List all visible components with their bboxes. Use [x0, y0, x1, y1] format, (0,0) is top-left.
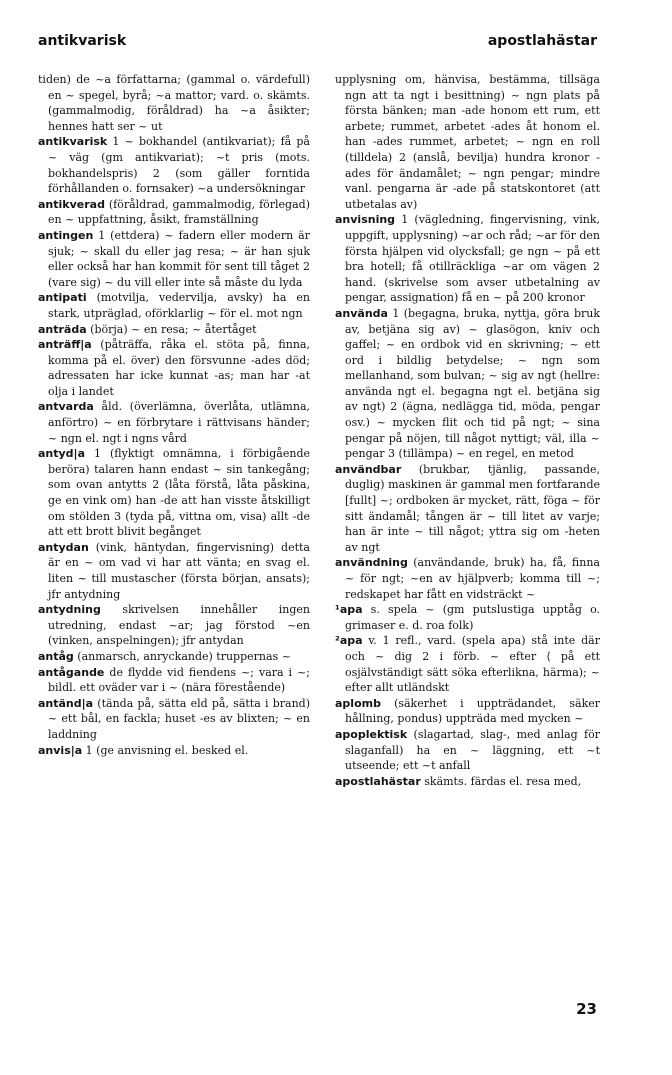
- entry-headword: användning: [335, 556, 408, 570]
- dictionary-entry: [38, 649, 310, 665]
- entry-headword: använda: [335, 306, 388, 320]
- entry-text: s. spela ~ (gm putslustiga upptåg o. grimaser e. d. roa folk): [345, 603, 600, 632]
- entry-text: (tända på, sätta eld på, sätta i brand) ~ ett bål, en fackla; huset -es av blixten; ~ en laddning: [48, 696, 310, 741]
- dictionary-entry: [335, 696, 600, 727]
- entry-text: 1 ~ bokhandel (antikvariat); få på ~ väg (gm antikvariat); ~t pris (mots. bokhandelspris) 2 (som gäller forntida förhållanden o. fornsaker) ~a undersökningar: [48, 135, 310, 196]
- entry-text: 1 (flyktigt omnämna, i förbigående beröra) talaren hann endast ~ sin tankegång; som ovan antytts 2 (låta förstå, låta påskina, ge en vink om) han -de att han visste åtskilligt om stölden 3 (tyda på, vittna om, visa) allt -de att ett brott blivit begånget: [48, 447, 310, 539]
- entry-headword: antåg: [38, 649, 74, 663]
- entry-text: (börja) ~ en resa; ~ återtåget: [86, 322, 257, 336]
- left-column: [38, 72, 310, 758]
- dictionary-entry: [38, 399, 310, 446]
- entry-text: (slagartad, slag-, med anlag för slaganfall) ha en ~ läggning, ett ~t utseende; ett ~t anfall: [345, 727, 600, 773]
- entry-text: (användande, bruk) ha, få, finna ~ för ngt; ~en av hjälpverb; komma till ~; redskapet har fått en vidsträckt ~: [345, 556, 600, 601]
- dictionary-entry: [38, 540, 310, 602]
- right-column: [335, 72, 600, 789]
- dictionary-entry: [335, 602, 600, 633]
- entry-text: skämts. färdas el. resa med,: [420, 774, 582, 788]
- entry-text: 1 (ge anvisning el. besked el.: [82, 743, 249, 757]
- dictionary-entry: [335, 306, 600, 462]
- dictionary-entry: [38, 743, 310, 759]
- running-head-left: antikvarisk: [38, 33, 127, 49]
- dictionary-entry: [38, 134, 310, 196]
- dictionary-entry: [38, 322, 310, 338]
- running-head-right: apostlahästar: [487, 33, 597, 49]
- dictionary-entry: [38, 696, 310, 743]
- entry-headword: antikverad: [38, 197, 105, 211]
- dictionary-entry: [335, 774, 600, 790]
- entry-text: v. 1 refl., vard. (spela apa) stå inte där och ~ dig 2 i förb. ~ efter ⟨ på ett osjälvständigt sätt söka efterlikna, härma); ~ efter allt utländskt: [345, 634, 600, 695]
- dictionary-entry: [335, 727, 600, 774]
- entry-headword: anvisning: [335, 213, 396, 227]
- entry-headword: användbar: [335, 462, 402, 476]
- entry-headword: anträff|a: [38, 338, 92, 352]
- entry-headword: ²apa: [335, 634, 363, 648]
- entry-headword: antyd|a: [38, 447, 85, 461]
- entry-headword: anträda: [38, 322, 87, 336]
- entry-headword: ¹apa: [335, 603, 363, 617]
- dictionary-entry: [335, 462, 600, 556]
- dictionary-entry: [335, 633, 600, 695]
- entry-text: upplysning om, hänvisa, bestämma, tillsäga ngn att ta ngt i besittning) ~ ngn plats på första bänken; man -ade honom ett rum, ett arbete; rummet, arbetet -ades åt honom el. han -ades rummet, arbetet; ~ ngn en roll (tilldela) 2 (anslå, bevilja) hundra kronor -ades för ändamålet; ~ ngn pengar; mindre vanl. pengarna är -ade på statskontoret (att utbetalas av): [335, 73, 600, 211]
- dictionary-entry: [38, 290, 310, 321]
- dictionary-entry: [38, 337, 310, 399]
- entry-text: tiden) de ~a författarna; (gammal o. värdefull) en ~ spegel, byrå; ~a mattor; vard. o. skämts. (gammalmodig, föråldrad) ha ~a åsikter; hennes hatt ser ~ ut: [38, 73, 310, 133]
- entry-headword: antydning: [38, 603, 101, 617]
- entry-text: 1 (vägledning, fingervisning, vink, uppgift, upplysning) ~ar och råd; ~ar för den första hjälpen vid olycksfall; ge ngn ~ på ett bra hotell; få otillräckliga ~ar om vägen 2 hand. (skrivelse som avser utbetalning av pengar, assignation) få en ~ på 200 kronor: [345, 213, 600, 305]
- entry-text: åld. (överlämna, överlåta, utlämna, anförtro) ~ en förbrytare i rättvisans händer; ~ ngn el. ngt i ngns vård: [48, 400, 310, 445]
- dictionary-entry: [38, 228, 310, 290]
- dictionary-entry: [38, 197, 310, 228]
- entry-text: (motvilja, vedervilja, avsky) ha en stark, utpräglad, oförklarlig ~ för el. mot ngn: [48, 291, 310, 320]
- entry-headword: antvarda: [38, 400, 94, 414]
- entry-headword: antänd|a: [38, 696, 94, 710]
- dictionary-entry: [335, 555, 600, 602]
- entry-text: 1 (begagna, bruka, nyttja, göra bruk av, betjäna sig av) ~ glasögon, kniv och gaffel; ~ en ordbok vid en skrivning; ~ ett ord i bildlig betydelse; ~ ngn som mellanhand, som bulvan; ~ sig av ngt (hellre: använda ngt el. begagna ngt el. betjäna sig av ngt) 2 (ägna, nedlägga tid, möda, pengar osv.) ~ mycken flit och tid på ngt; ~ sina pengar på nöjen, till något nyttigt; väl, illa ~ pengar 3 (tillämpa) ~ en regel, en metod: [345, 306, 600, 461]
- dictionary-entry: [335, 212, 600, 306]
- dictionary-entry: [38, 602, 310, 649]
- entry-headword: antikvarisk: [38, 135, 108, 149]
- entry-headword: apostlahästar: [335, 774, 421, 788]
- entry-text: (anmarsch, anryckande) truppernas ~: [73, 649, 291, 663]
- dictionary-entry: [38, 665, 310, 696]
- page-number: 23: [576, 1000, 597, 1018]
- entry-text: (påträffa, råka el. stöta på, finna, komma på el. över) den försvunne -ades död; adressaten har icke kunnat -as; man har -at olja i landet: [48, 338, 310, 398]
- entry-text: (säkerhet i uppträdandet, säker hållning, pondus) uppträda med mycken ~: [345, 696, 600, 726]
- entry-headword: antipati: [38, 291, 87, 305]
- entry-text: de flydde vid fiendens ~; vara i ~; bildl. ett oväder var i ~ (nära förestående): [48, 665, 310, 695]
- entry-headword: apoplektisk: [335, 727, 408, 741]
- entry-text: (vink, häntydan, fingervisning) detta är en ~ om vad vi har att vänta; en svag el. liten ~ till mustascher (första början, ansats); jfr antydning: [48, 540, 310, 601]
- entry-headword: antågande: [38, 665, 105, 679]
- entry-text: (brukbar, tjänlig, passande, duglig) maskinen är gammal men fortfarande [fullt] ~; ordboken är mycket, rätt, föga ~ för sitt ändamål; tången är ~ till litet av varje; han är inte ~ till något; yttra sig om -heten av ngt: [345, 462, 600, 554]
- dictionary-entry: [335, 72, 600, 212]
- entry-text: (föråldrad, gammalmodig, förlegad) en ~ uppfattning, åsikt, framställning: [48, 197, 310, 227]
- entry-text: 1 (ettdera) ~ fadern eller modern är sjuk; ~ skall du eller jag resa; ~ är han sjuk eller också har han kommit för sent till tåget 2 (vare sig) ~ du vill eller inte så måste du lyda: [48, 228, 310, 289]
- dictionary-entry: [38, 72, 310, 134]
- entry-headword: aplomb: [335, 696, 381, 710]
- entry-headword: antingen: [38, 228, 94, 242]
- dictionary-entry: [38, 446, 310, 540]
- entry-text: skrivelsen innehåller ingen utredning, endast ~ar; jag förstod ~en (vinken, anspelningen); jfr antydan: [48, 603, 310, 648]
- entry-headword: antydan: [38, 540, 89, 554]
- entry-headword: anvis|a: [38, 743, 83, 757]
